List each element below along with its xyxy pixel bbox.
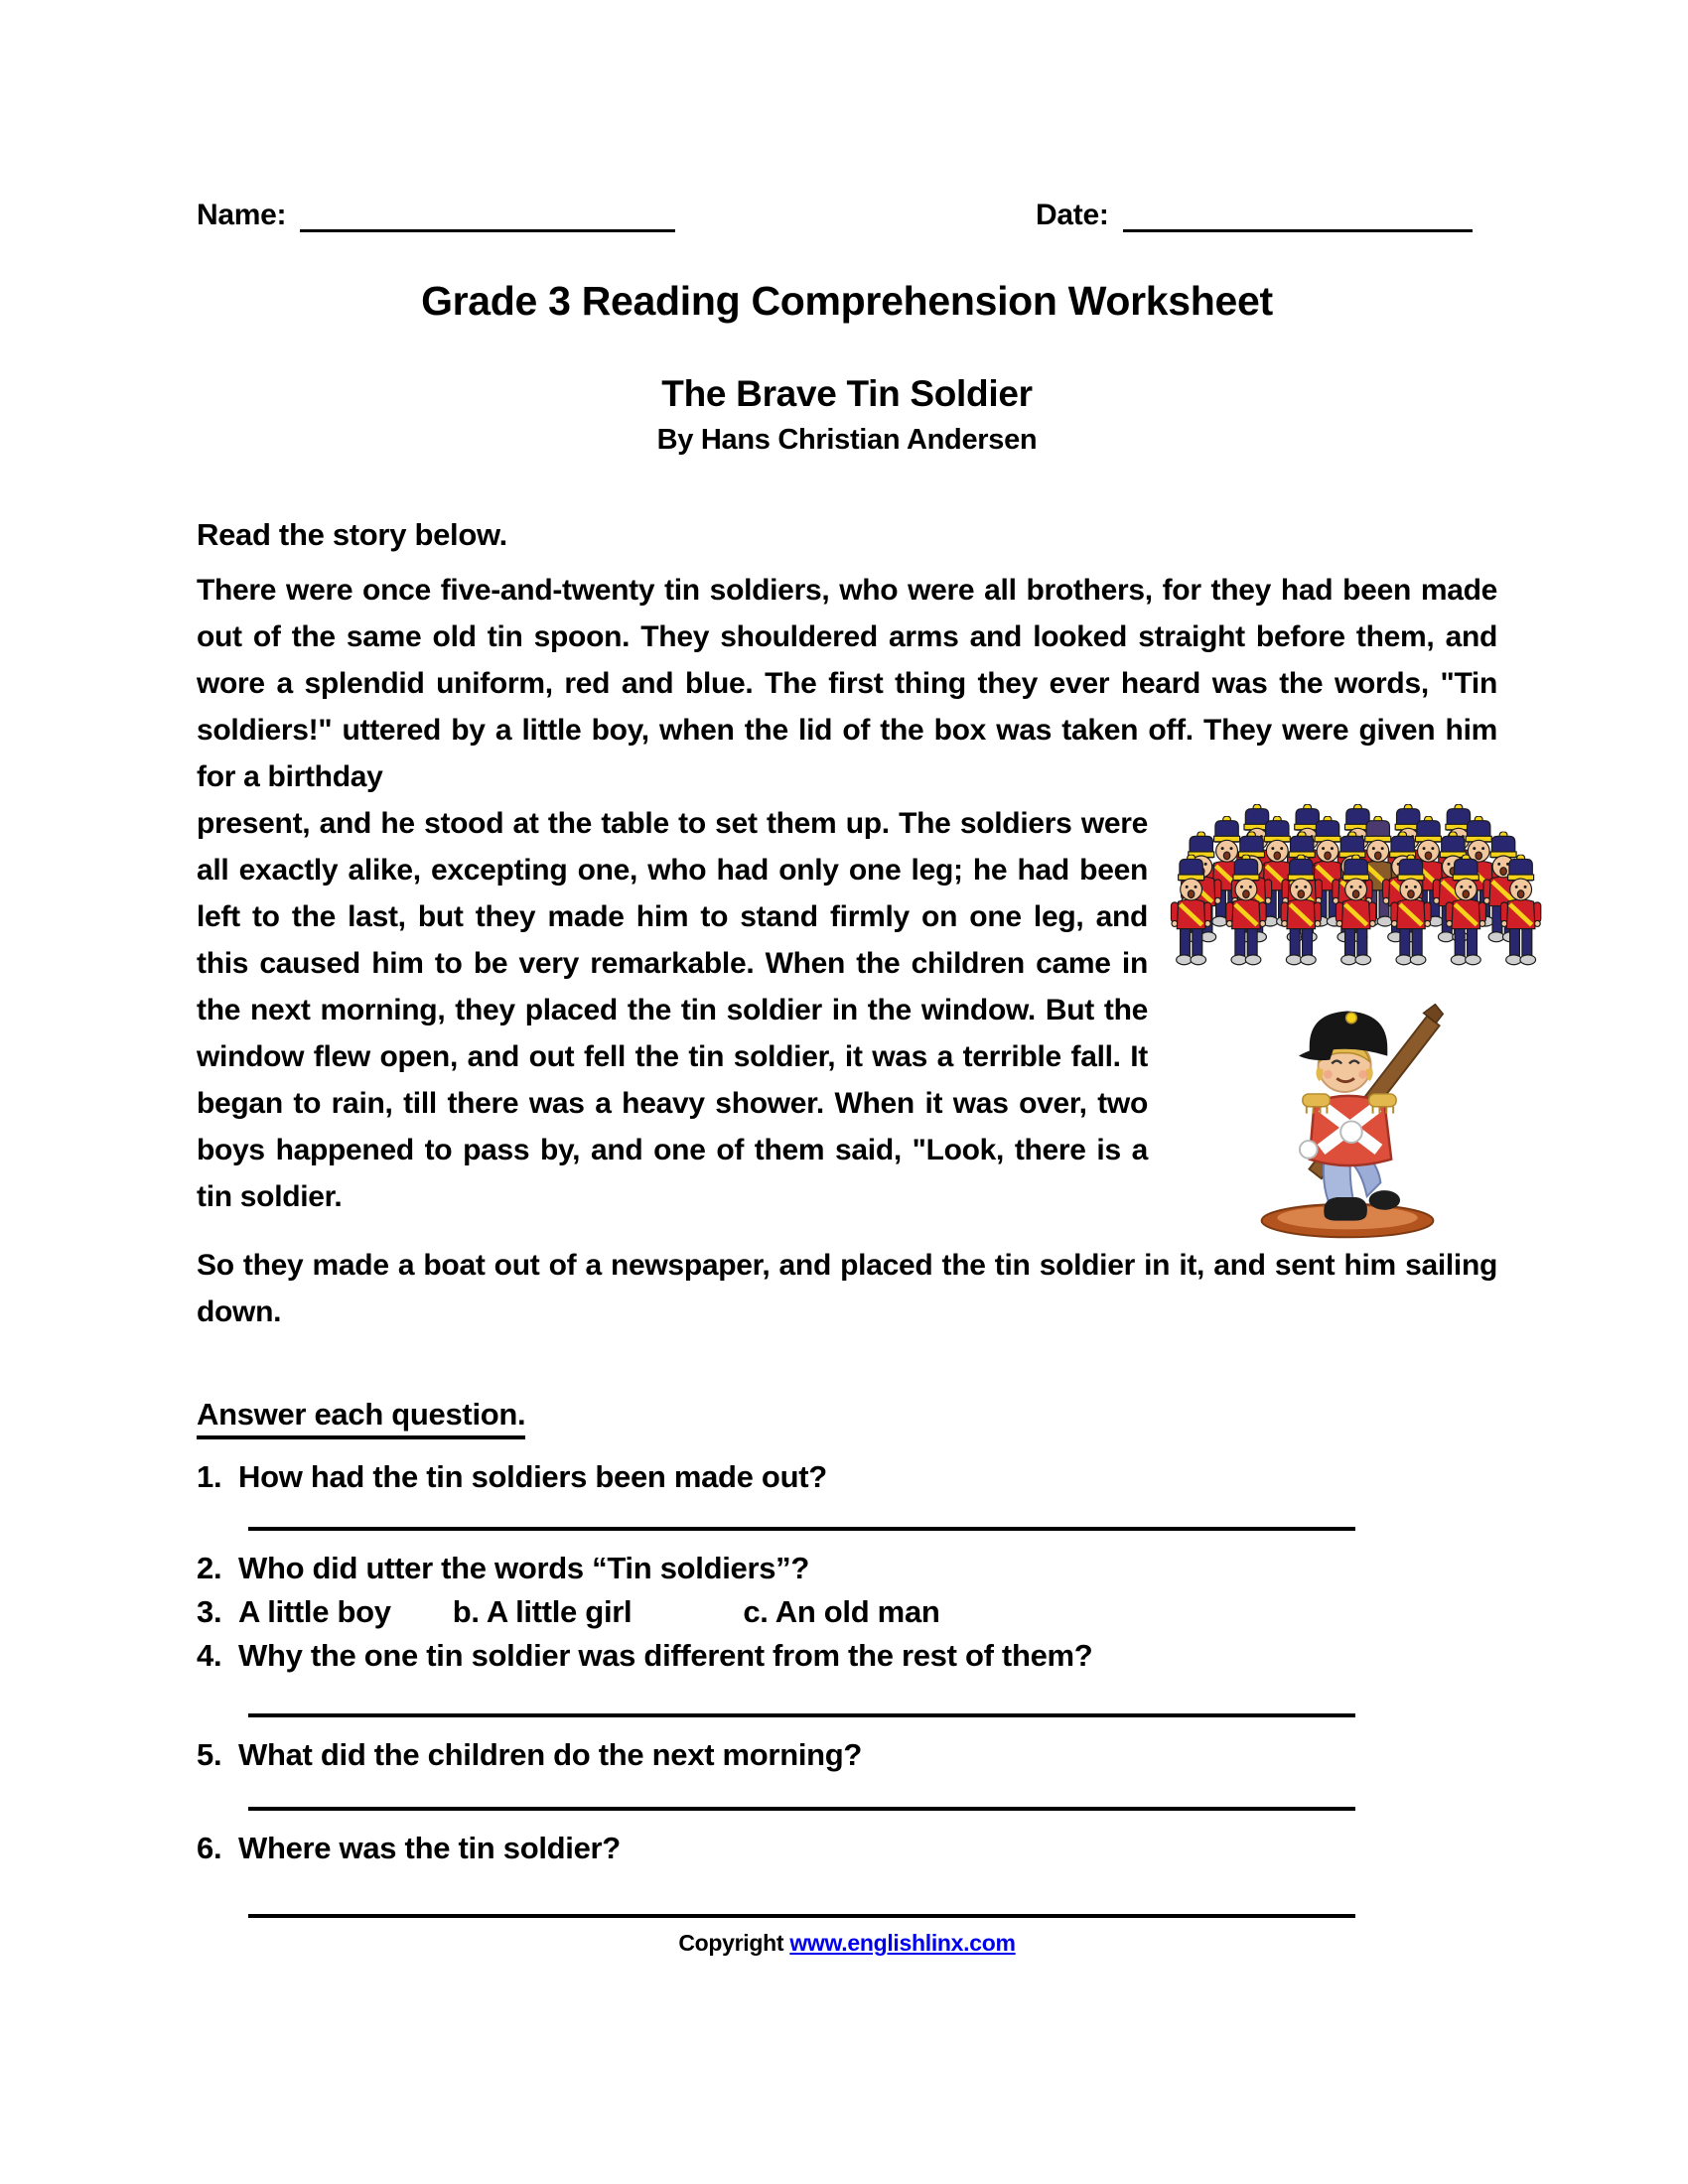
question-1-number: 1. — [197, 1459, 222, 1495]
name-blank-line — [300, 194, 675, 232]
question-4 — [197, 1636, 1497, 1676]
story-author: By Hans Christian Andersen — [656, 424, 1038, 456]
story-middle-section — [197, 800, 1497, 1242]
date-blank-line — [1123, 194, 1473, 232]
story-paragraph-top: There were once five-and-twenty tin soldiers, who were all brothers, for they had been made out of the same old tin spoon. They shouldered arms and looked straight before them, and wore a splendid uniform, red and blue. The first thing they ever heard was the words, "Tin soldiers!" uttered by a little boy, when the lid of the box was taken off. They were given him for a birthday — [197, 574, 1497, 793]
tin-soldiers-group-illustration — [1163, 804, 1552, 978]
page-title: Grade 3 Reading Comprehension Worksheet — [421, 278, 1273, 324]
date-label: Date: — [1036, 199, 1109, 231]
question-3-option-c: c. An old man — [743, 1594, 940, 1630]
question-5 — [197, 1735, 1497, 1775]
question-2-number: 2. — [197, 1551, 222, 1586]
footer — [197, 1928, 1497, 1958]
date-field — [1036, 194, 1473, 232]
answer-line-1 — [248, 1527, 1355, 1531]
englishlinx-link[interactable]: www.englishlinx.com — [789, 1930, 1016, 1957]
question-4-number: 4. — [197, 1638, 222, 1674]
question-1 — [197, 1457, 1497, 1497]
questions-heading: Answer each question. — [197, 1397, 525, 1439]
read-story-instruction: Read the story below. — [197, 517, 507, 552]
question-2-text: Who did utter the words “Tin soldiers”? — [238, 1551, 810, 1586]
question-3-number: 3. — [197, 1594, 222, 1630]
question-6-number: 6. — [197, 1831, 222, 1866]
answer-line-3 — [248, 1807, 1355, 1811]
question-3 — [197, 1592, 1497, 1632]
name-label: Name: — [197, 199, 287, 231]
story-paragraph-wrapped: present, and he stood at the table to set them up. The soldiers were all exactly alike, excepting one, who had only one leg; he had been left to the last, but they made him to stand firmly on one leg, and this caused him to be very remarkable. When the children came in the next morning, they placed the tin soldier in the window. But the window flew open, and out fell the tin soldier, it was a terrible fall. It began to rain, till there was a heavy shower. When it was over, two boys happened to pass by, and one of them said, "Look, there is a tin soldier. — [197, 807, 1148, 1213]
question-3-option-a: A little boy — [238, 1594, 391, 1630]
story-illustrations — [1148, 800, 1497, 1242]
question-6-text: Where was the tin soldier? — [238, 1831, 621, 1866]
question-6 — [197, 1829, 1497, 1868]
answer-line-4 — [248, 1914, 1355, 1918]
question-1-text: How had the tin soldiers been made out? — [238, 1459, 827, 1495]
question-5-text: What did the children do the next morning? — [238, 1737, 863, 1773]
question-3-option-b: b. A little girl — [452, 1594, 633, 1630]
story-paragraph-bottom: So they made a boat out of a newspaper, and placed the tin soldier in it, and sent him sailing down. — [197, 1249, 1497, 1329]
question-5-number: 5. — [197, 1737, 222, 1773]
answer-line-2 — [248, 1713, 1355, 1717]
copyright-label: Copyright — [678, 1930, 784, 1957]
story-title: The Brave Tin Soldier — [661, 373, 1033, 414]
tin-soldier-illustration — [1242, 984, 1457, 1242]
question-4-text: Why the one tin soldier was different from the rest of them? — [238, 1638, 1093, 1674]
question-2 — [197, 1549, 1497, 1588]
name-date-row — [197, 194, 1497, 237]
